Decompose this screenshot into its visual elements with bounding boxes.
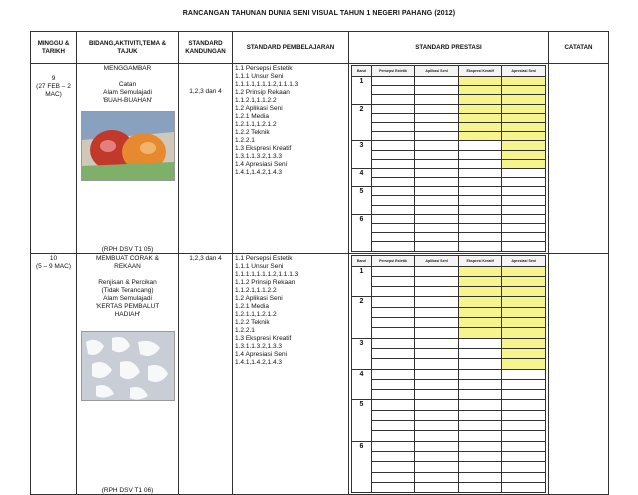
prestasi-cell: [371, 159, 415, 168]
prestasi-cell: [371, 359, 415, 369]
standard-kandungan-value: 1,2,3 dan 4: [189, 88, 222, 95]
bidang-cell: [77, 253, 179, 495]
prestasi-cell: [415, 104, 459, 113]
prestasi-cell: [502, 242, 546, 251]
prestasi-cell: [415, 400, 459, 410]
prestasi-cell: [458, 187, 502, 196]
prestasi-cell: [458, 318, 502, 328]
prestasi-cell: [415, 379, 459, 389]
prestasi-cell: [502, 400, 546, 410]
header-bidang: BIDANG,AKTIVITI,TEMA & TAJUK: [77, 32, 179, 64]
week-date: (27 FEB – 2 MAC): [36, 83, 71, 98]
prestasi-cell: [502, 233, 546, 242]
prestasi-cell: [458, 472, 502, 482]
prestasi-cell: [458, 390, 502, 400]
prestasi-cell: [502, 348, 546, 358]
yearly-plan-table: [30, 31, 609, 495]
band-number: 3: [352, 141, 372, 169]
sp-line: 1.1.2.1,1.1.2.2: [235, 97, 277, 104]
prestasi-cell: [371, 307, 415, 317]
bidang-line: Alam Semulajadi: [103, 294, 152, 302]
bidang-line: REKAAN: [114, 262, 141, 270]
prestasi-cell: [371, 369, 415, 379]
prestasi-cell: [458, 431, 502, 441]
standard-pembelajaran-cell: [233, 253, 349, 495]
prestasi-cell: [371, 421, 415, 431]
rph-note: (RPH DSV T1 06): [101, 487, 154, 495]
standard-prestasi-cell: [349, 64, 549, 254]
prestasi-cell: [458, 359, 502, 369]
prestasi-cell: [415, 224, 459, 233]
prestasi-cell: [371, 472, 415, 482]
prestasi-cell: [371, 104, 415, 113]
prestasi-cell: [502, 168, 546, 177]
prestasi-cell: [415, 369, 459, 379]
prestasi-cell: [502, 318, 546, 328]
bidang-line: MENGGAMBAR: [103, 65, 152, 72]
standard-kandungan-cell: [179, 64, 233, 254]
standard-prestasi-cell: [349, 253, 549, 495]
sp-line: 1.2 Aplikasi Seni: [235, 294, 283, 302]
prestasi-cell: [371, 187, 415, 196]
prestasi-cell: [458, 95, 502, 104]
sp-line: 1.1.1.1,1.1.1.2,1.1.1.3: [235, 270, 299, 278]
prestasi-cell: [458, 214, 502, 223]
prestasi-cell: [415, 307, 459, 317]
sp-line: 1.2.2.1: [235, 326, 255, 334]
standard-kandungan-cell: [179, 253, 233, 495]
prestasi-header: Persepsi Estetik: [371, 255, 415, 266]
prestasi-cell: [415, 390, 459, 400]
prestasi-cell: [458, 86, 502, 95]
prestasi-cell: [415, 276, 459, 286]
page-title: RANCANGAN TAHUNAN DUNIA SENI VISUAL TAHUN 1 NEGERI PAHANG (2012): [182, 10, 456, 17]
sp-line: 1.1 Persepsi Estetik: [235, 254, 293, 262]
prestasi-cell: [458, 297, 502, 307]
prestasi-cell: [415, 205, 459, 214]
prestasi-cell: [458, 113, 502, 122]
prestasi-cell: [371, 242, 415, 251]
sp-line: 1.2.2 Teknik: [235, 318, 270, 326]
band-number: 5: [352, 400, 372, 441]
sp-line: 1.3.1.1.3.2,1.3.3: [235, 342, 282, 350]
prestasi-cell: [502, 462, 546, 472]
prestasi-cell: [371, 328, 415, 338]
prestasi-cell: [415, 168, 459, 177]
prestasi-header: Aplikasi Seni: [415, 255, 459, 266]
prestasi-cell: [371, 233, 415, 242]
prestasi-cell: [502, 451, 546, 461]
band-number: 1: [352, 77, 372, 105]
prestasi-cell: [458, 132, 502, 141]
prestasi-cell: [415, 141, 459, 150]
prestasi-cell: [415, 472, 459, 482]
sp-line: 1.2.2.1: [235, 137, 255, 144]
prestasi-header: Aplikasi Seni: [415, 66, 459, 77]
sp-line: 1.1.1 Unsur Seni: [235, 73, 284, 80]
sp-line: 1.4.1,1.4.2,1.4.3: [235, 169, 282, 176]
band-number: 1: [352, 266, 372, 297]
header-row: [31, 32, 609, 64]
sp-line: 1.2.2 Teknik: [235, 129, 270, 136]
prestasi-cell: [415, 297, 459, 307]
standard-pembelajaran-cell: [233, 64, 349, 254]
bidang-line: Renjisan & Percikan: [98, 278, 157, 286]
splatter-pattern-image: [81, 331, 175, 401]
prestasi-cell: [371, 462, 415, 472]
prestasi-cell: [415, 214, 459, 223]
prestasi-cell: [458, 266, 502, 276]
prestasi-cell: [502, 104, 546, 113]
prestasi-cell: [502, 369, 546, 379]
prestasi-cell: [458, 242, 502, 251]
band-number: 6: [352, 441, 372, 492]
prestasi-cell: [415, 77, 459, 86]
prestasi-band-table: [351, 255, 546, 494]
prestasi-cell: [502, 431, 546, 441]
prestasi-cell: [415, 318, 459, 328]
prestasi-header: Band: [352, 255, 372, 266]
bidang-line: MEMBUAT CORAK &: [96, 254, 159, 262]
prestasi-cell: [371, 431, 415, 441]
prestasi-cell: [371, 266, 415, 276]
prestasi-cell: [415, 431, 459, 441]
prestasi-cell: [502, 141, 546, 150]
prestasi-cell: [458, 338, 502, 348]
prestasi-cell: [502, 379, 546, 389]
prestasi-cell: [502, 132, 546, 141]
prestasi-cell: [371, 379, 415, 389]
prestasi-cell: [502, 224, 546, 233]
bidang-line: 'BUAH-BUAHAN': [102, 97, 153, 104]
prestasi-cell: [371, 86, 415, 95]
sp-line: 1.1 Persepsi Estetik: [235, 65, 293, 72]
sp-line: 1.1.1.1,1.1.1.2,1.1.1.3: [235, 81, 299, 88]
prestasi-cell: [458, 122, 502, 131]
prestasi-cell: [502, 196, 546, 205]
band-number: 2: [352, 104, 372, 141]
prestasi-cell: [458, 168, 502, 177]
prestasi-cell: [415, 266, 459, 276]
prestasi-cell: [415, 113, 459, 122]
catatan-cell: [549, 253, 609, 495]
table-row: [31, 64, 609, 254]
bidang-line: (Tidak Terancang): [101, 286, 154, 294]
prestasi-cell: [371, 113, 415, 122]
prestasi-header: Apresiasi Seni: [502, 255, 546, 266]
minggu-cell: [31, 253, 77, 495]
standard-pembelajaran-list: [235, 255, 346, 367]
prestasi-cell: [371, 348, 415, 358]
sp-line: 1.2.1 Media: [235, 302, 269, 310]
catatan-cell: [549, 64, 609, 254]
prestasi-cell: [415, 122, 459, 131]
prestasi-cell: [458, 348, 502, 358]
prestasi-cell: [502, 338, 546, 348]
sp-line: 1.4 Apresiasi Seni: [235, 161, 288, 168]
prestasi-cell: [458, 205, 502, 214]
header-standard-pembelajaran: STANDARD PEMBELAJARAN: [233, 32, 349, 64]
prestasi-cell: [415, 187, 459, 196]
prestasi-header: Ekspresi Kreatif: [458, 255, 502, 266]
band-number: 2: [352, 297, 372, 338]
sp-line: 1.3 Ekspresi Kreatif: [235, 145, 292, 152]
prestasi-cell: [415, 462, 459, 472]
prestasi-cell: [371, 410, 415, 420]
prestasi-header: Band: [352, 66, 372, 77]
header-standard-prestasi: STANDARD PRESTASI: [349, 32, 549, 64]
prestasi-cell: [371, 451, 415, 461]
prestasi-cell: [371, 297, 415, 307]
prestasi-cell: [458, 441, 502, 451]
prestasi-cell: [415, 287, 459, 297]
prestasi-cell: [415, 159, 459, 168]
prestasi-cell: [458, 233, 502, 242]
prestasi-cell: [371, 441, 415, 451]
prestasi-band-table: [351, 65, 546, 252]
bidang-line: Alam Semulajadi: [103, 89, 152, 96]
prestasi-cell: [458, 77, 502, 86]
prestasi-cell: [415, 150, 459, 159]
prestasi-cell: [415, 338, 459, 348]
prestasi-cell: [371, 95, 415, 104]
prestasi-cell: [502, 421, 546, 431]
table-row: [31, 253, 609, 495]
prestasi-cell: [371, 122, 415, 131]
prestasi-cell: [502, 441, 546, 451]
prestasi-cell: [371, 482, 415, 492]
header-standard-kandungan: STANDARD KANDUNGAN: [179, 32, 233, 64]
prestasi-cell: [415, 132, 459, 141]
prestasi-cell: [371, 205, 415, 214]
prestasi-header: Apresiasi Seni: [502, 66, 546, 77]
prestasi-cell: [415, 421, 459, 431]
prestasi-cell: [371, 338, 415, 348]
prestasi-cell: [458, 104, 502, 113]
band-number: 5: [352, 187, 372, 215]
prestasi-cell: [458, 369, 502, 379]
prestasi-cell: [502, 297, 546, 307]
prestasi-cell: [502, 205, 546, 214]
prestasi-cell: [371, 400, 415, 410]
prestasi-cell: [458, 482, 502, 492]
prestasi-cell: [502, 122, 546, 131]
band-number: 6: [352, 214, 372, 251]
prestasi-cell: [502, 159, 546, 168]
prestasi-cell: [502, 472, 546, 482]
prestasi-cell: [502, 214, 546, 223]
prestasi-cell: [502, 113, 546, 122]
sp-line: 1.2 Prinsip Rekaan: [235, 89, 290, 96]
bidang-cell: [77, 64, 179, 254]
prestasi-cell: [502, 287, 546, 297]
minggu-cell: [31, 64, 77, 254]
prestasi-cell: [458, 400, 502, 410]
prestasi-cell: [502, 482, 546, 492]
prestasi-cell: [458, 276, 502, 286]
rph-note: (RPH DSV T1 05): [101, 245, 154, 253]
prestasi-cell: [458, 196, 502, 205]
prestasi-cell: [415, 242, 459, 251]
prestasi-cell: [415, 196, 459, 205]
prestasi-cell: [502, 77, 546, 86]
prestasi-cell: [415, 359, 459, 369]
prestasi-cell: [458, 307, 502, 317]
prestasi-cell: [415, 233, 459, 242]
band-number: 4: [352, 168, 372, 186]
prestasi-cell: [415, 410, 459, 420]
prestasi-cell: [371, 178, 415, 187]
bidang-line: 'KERTAS PEMBALUT: [95, 302, 160, 310]
week-number: 9: [51, 75, 56, 82]
bidang-line: Catan: [118, 81, 137, 88]
prestasi-cell: [458, 159, 502, 168]
sp-line: 1.2.1.1,1.2.1.2: [235, 121, 277, 128]
prestasi-cell: [371, 214, 415, 223]
prestasi-header: Ekspresi Kreatif: [458, 66, 502, 77]
prestasi-cell: [502, 410, 546, 420]
band-number: 3: [352, 338, 372, 369]
prestasi-cell: [458, 224, 502, 233]
prestasi-cell: [458, 462, 502, 472]
band-number: 4: [352, 369, 372, 400]
prestasi-cell: [458, 451, 502, 461]
week-date: (5 – 9 MAC): [35, 262, 72, 270]
prestasi-cell: [371, 276, 415, 286]
prestasi-cell: [502, 95, 546, 104]
prestasi-cell: [371, 132, 415, 141]
prestasi-cell: [458, 379, 502, 389]
sp-line: 1.1.2.1,1.1.2.2: [235, 286, 277, 294]
sp-line: 1.2.1 Media: [235, 113, 269, 120]
prestasi-cell: [415, 482, 459, 492]
standard-kandungan-value: 1,2,3 dan 4: [189, 254, 222, 262]
prestasi-cell: [502, 328, 546, 338]
sp-line: 1.4 Apresiasi Seni: [235, 350, 288, 358]
prestasi-cell: [371, 287, 415, 297]
prestasi-cell: [371, 150, 415, 159]
bidang-line: HADIAH': [114, 310, 141, 318]
prestasi-cell: [415, 451, 459, 461]
header-catatan: CATATAN: [549, 32, 609, 64]
sp-line: 1.1.1 Unsur Seni: [235, 262, 284, 270]
header-minggu: MINGGU & TARIKH: [31, 32, 77, 64]
prestasi-cell: [415, 328, 459, 338]
prestasi-cell: [371, 318, 415, 328]
prestasi-cell: [371, 168, 415, 177]
prestasi-cell: [415, 178, 459, 187]
prestasi-cell: [415, 86, 459, 95]
prestasi-cell: [502, 178, 546, 187]
fruit-painting-image: [81, 111, 175, 181]
prestasi-cell: [502, 276, 546, 286]
prestasi-cell: [458, 150, 502, 159]
prestasi-cell: [371, 390, 415, 400]
prestasi-cell: [371, 77, 415, 86]
prestasi-cell: [415, 95, 459, 104]
prestasi-header: Persepsi Estetik: [371, 66, 415, 77]
sp-line: 1.3.1.1.3.2,1.3.3: [235, 153, 282, 160]
week-number: 10: [49, 254, 58, 262]
prestasi-cell: [458, 328, 502, 338]
sp-line: 1.2.1.1,1.2.1.2: [235, 310, 277, 318]
prestasi-cell: [458, 287, 502, 297]
prestasi-cell: [458, 178, 502, 187]
prestasi-cell: [371, 224, 415, 233]
sp-line: 1.1.2 Prinsip Rekaan: [235, 278, 296, 286]
prestasi-cell: [502, 86, 546, 95]
prestasi-cell: [502, 359, 546, 369]
sp-line: 1.4.1,1.4.2,1.4.3: [235, 358, 282, 366]
sp-line: 1.3 Ekspresi Kreatif: [235, 334, 292, 342]
prestasi-cell: [415, 441, 459, 451]
prestasi-cell: [458, 421, 502, 431]
prestasi-cell: [502, 390, 546, 400]
prestasi-cell: [415, 348, 459, 358]
prestasi-cell: [371, 141, 415, 150]
prestasi-cell: [502, 307, 546, 317]
standard-pembelajaran-list: [235, 65, 346, 177]
sp-line: 1.2 Aplikasi Seni: [235, 105, 283, 112]
prestasi-cell: [502, 266, 546, 276]
prestasi-cell: [371, 196, 415, 205]
prestasi-cell: [458, 141, 502, 150]
prestasi-cell: [502, 150, 546, 159]
prestasi-cell: [458, 410, 502, 420]
prestasi-cell: [502, 187, 546, 196]
